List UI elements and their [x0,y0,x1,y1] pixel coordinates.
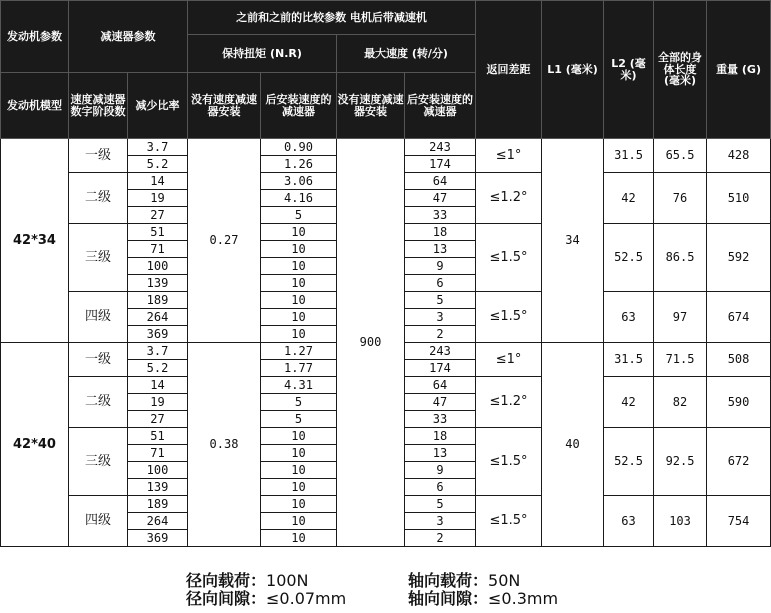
reduction-ratio-header: 减少比率 [128,73,188,139]
motor-model-cell: 42*40 [1,343,69,547]
radial-play-label: 径向间隙： [186,589,267,608]
total-length-cell: 65.5 [654,139,707,173]
speed-with-gearbox-cell: 3 [405,309,476,326]
l2-header: L2 (毫米) [604,1,654,139]
ratio-cell: 51 [128,428,188,445]
radial-play [186,586,346,609]
backlash-cell: ≤1.5° [476,224,542,292]
l2-cell: 63 [604,496,654,547]
speed-with-gearbox-cell: 2 [405,530,476,547]
l2-cell: 52.5 [604,428,654,496]
ratio-cell: 27 [128,411,188,428]
radial-load-label: 径向载荷： [186,571,267,590]
speed-with-gearbox-cell: 13 [405,445,476,462]
torque-with-gearbox-cell: 10 [261,326,337,343]
stage-label-cell: 三级 [69,224,128,292]
speed-with-gearbox-cell: 9 [405,258,476,275]
weight-cell: 508 [707,343,771,377]
l2-cell: 31.5 [604,343,654,377]
stage-label-cell: 一级 [69,343,128,377]
no-gearbox-torque-header: 没有速度减速器安装 [188,73,261,139]
table-header [1,1,771,139]
weight-cell: 674 [707,292,771,343]
torque-with-gearbox-cell: 10 [261,241,337,258]
speed-with-gearbox-cell: 33 [405,411,476,428]
ratio-cell: 27 [128,207,188,224]
speed-with-gearbox-cell: 18 [405,224,476,241]
weight-cell: 754 [707,496,771,547]
stage-label-cell: 四级 [69,496,128,547]
torque-with-gearbox-cell: 4.16 [261,190,337,207]
speed-no-gearbox-cell: 900 [337,139,405,547]
torque-with-gearbox-cell: 10 [261,258,337,275]
with-gearbox-torque-header: 后安装速度的减速器 [261,73,337,139]
speed-with-gearbox-cell: 64 [405,377,476,394]
total-length-cell: 76 [654,173,707,224]
torque-with-gearbox-cell: 4.31 [261,377,337,394]
speed-with-gearbox-cell: 5 [405,292,476,309]
weight-cell: 590 [707,377,771,428]
ratio-cell: 19 [128,394,188,411]
ratio-cell: 369 [128,530,188,547]
ratio-cell: 369 [128,326,188,343]
torque-with-gearbox-cell: 10 [261,292,337,309]
torque-no-gearbox-cell: 0.38 [188,343,261,547]
motor-params-header: 发动机参数 [1,1,69,73]
axial-load-value: 50N [488,571,521,590]
holding-torque-header: 保持扭矩 (N.R) [188,35,337,73]
weight-cell: 428 [707,139,771,173]
total-length-header: 全部的身体长度 (毫米) [654,1,707,139]
speed-with-gearbox-cell: 47 [405,394,476,411]
table-row [1,139,771,156]
axial-play-value: ≤0.3mm [488,589,559,608]
backlash-header: 返回差距 [476,1,542,139]
speed-with-gearbox-cell: 174 [405,360,476,377]
radial-load-value: 100N [266,571,309,590]
l2-cell: 52.5 [604,224,654,292]
ratio-cell: 100 [128,462,188,479]
speed-with-gearbox-cell: 6 [405,275,476,292]
speed-with-gearbox-cell: 5 [405,496,476,513]
stage-label-cell: 四级 [69,292,128,343]
torque-with-gearbox-cell: 3.06 [261,173,337,190]
torque-with-gearbox-cell: 0.90 [261,139,337,156]
weight-cell: 672 [707,428,771,496]
backlash-cell: ≤1.2° [476,377,542,428]
speed-with-gearbox-cell: 64 [405,173,476,190]
backlash-cell: ≤1° [476,139,542,173]
backlash-cell: ≤1° [476,343,542,377]
torque-with-gearbox-cell: 10 [261,513,337,530]
ratio-cell: 3.7 [128,139,188,156]
table-body [1,139,771,547]
ratio-cell: 264 [128,513,188,530]
motor-model-cell: 42*34 [1,139,69,343]
load-specs-footer [0,553,750,613]
l1-cell: 40 [542,343,604,547]
speed-with-gearbox-cell: 243 [405,343,476,360]
axial-play-label: 轴向间隙： [408,589,489,608]
ratio-cell: 100 [128,258,188,275]
total-length-cell: 97 [654,292,707,343]
ratio-cell: 14 [128,377,188,394]
ratio-cell: 19 [128,190,188,207]
ratio-cell: 189 [128,292,188,309]
stage-label-cell: 一级 [69,139,128,173]
total-length-cell: 86.5 [654,224,707,292]
speed-with-gearbox-cell: 47 [405,190,476,207]
torque-with-gearbox-cell: 10 [261,462,337,479]
axial-load-label: 轴向载荷： [408,571,489,590]
torque-with-gearbox-cell: 10 [261,224,337,241]
torque-with-gearbox-cell: 10 [261,530,337,547]
l2-cell: 42 [604,173,654,224]
speed-with-gearbox-cell: 13 [405,241,476,258]
torque-with-gearbox-cell: 5 [261,207,337,224]
ratio-cell: 139 [128,479,188,496]
torque-with-gearbox-cell: 10 [261,496,337,513]
speed-with-gearbox-cell: 243 [405,139,476,156]
torque-with-gearbox-cell: 5 [261,411,337,428]
speed-with-gearbox-cell: 174 [405,156,476,173]
stage-label-cell: 二级 [69,173,128,224]
backlash-cell: ≤1.5° [476,292,542,343]
radial-play-value: ≤0.07mm [266,589,347,608]
torque-with-gearbox-cell: 1.27 [261,343,337,360]
l1-cell: 34 [542,139,604,343]
l1-header: L1 (毫米) [542,1,604,139]
total-length-cell: 82 [654,377,707,428]
torque-with-gearbox-cell: 5 [261,394,337,411]
ratio-cell: 264 [128,309,188,326]
comparison-header: 之前和之前的比较参数 电机后带减速机 [188,1,476,35]
ratio-cell: 5.2 [128,156,188,173]
torque-with-gearbox-cell: 10 [261,428,337,445]
weight-header: 重量 (G) [707,1,771,139]
axial-play [408,586,558,609]
speed-with-gearbox-cell: 3 [405,513,476,530]
speed-with-gearbox-cell: 18 [405,428,476,445]
stage-label-cell: 二级 [69,377,128,428]
no-gearbox-speed-header: 没有速度减速器安装 [337,73,405,139]
ratio-cell: 5.2 [128,360,188,377]
ratio-cell: 51 [128,224,188,241]
with-gearbox-speed-header: 后安装速度的减速器 [405,73,476,139]
l2-cell: 31.5 [604,139,654,173]
weight-cell: 592 [707,224,771,292]
ratio-cell: 189 [128,496,188,513]
ratio-cell: 71 [128,445,188,462]
backlash-cell: ≤1.5° [476,496,542,547]
speed-with-gearbox-cell: 33 [405,207,476,224]
max-speed-header: 最大速度 (转/分) [337,35,476,73]
l2-cell: 63 [604,292,654,343]
total-length-cell: 103 [654,496,707,547]
ratio-cell: 3.7 [128,343,188,360]
backlash-cell: ≤1.2° [476,173,542,224]
torque-with-gearbox-cell: 1.77 [261,360,337,377]
torque-with-gearbox-cell: 10 [261,445,337,462]
speed-with-gearbox-cell: 6 [405,479,476,496]
torque-with-gearbox-cell: 1.26 [261,156,337,173]
ratio-cell: 71 [128,241,188,258]
total-length-cell: 71.5 [654,343,707,377]
torque-with-gearbox-cell: 10 [261,479,337,496]
l2-cell: 42 [604,377,654,428]
ratio-cell: 14 [128,173,188,190]
gearbox-params-header: 减速器参数 [69,1,188,73]
backlash-cell: ≤1.5° [476,428,542,496]
total-length-cell: 92.5 [654,428,707,496]
motor-model-header: 发动机模型 [1,73,69,139]
torque-with-gearbox-cell: 10 [261,275,337,292]
torque-with-gearbox-cell: 10 [261,309,337,326]
weight-cell: 510 [707,173,771,224]
stage-count-header: 速度减速器数字阶段数 [69,73,128,139]
ratio-cell: 139 [128,275,188,292]
speed-with-gearbox-cell: 2 [405,326,476,343]
stage-label-cell: 三级 [69,428,128,496]
speed-with-gearbox-cell: 9 [405,462,476,479]
torque-no-gearbox-cell: 0.27 [188,139,261,343]
